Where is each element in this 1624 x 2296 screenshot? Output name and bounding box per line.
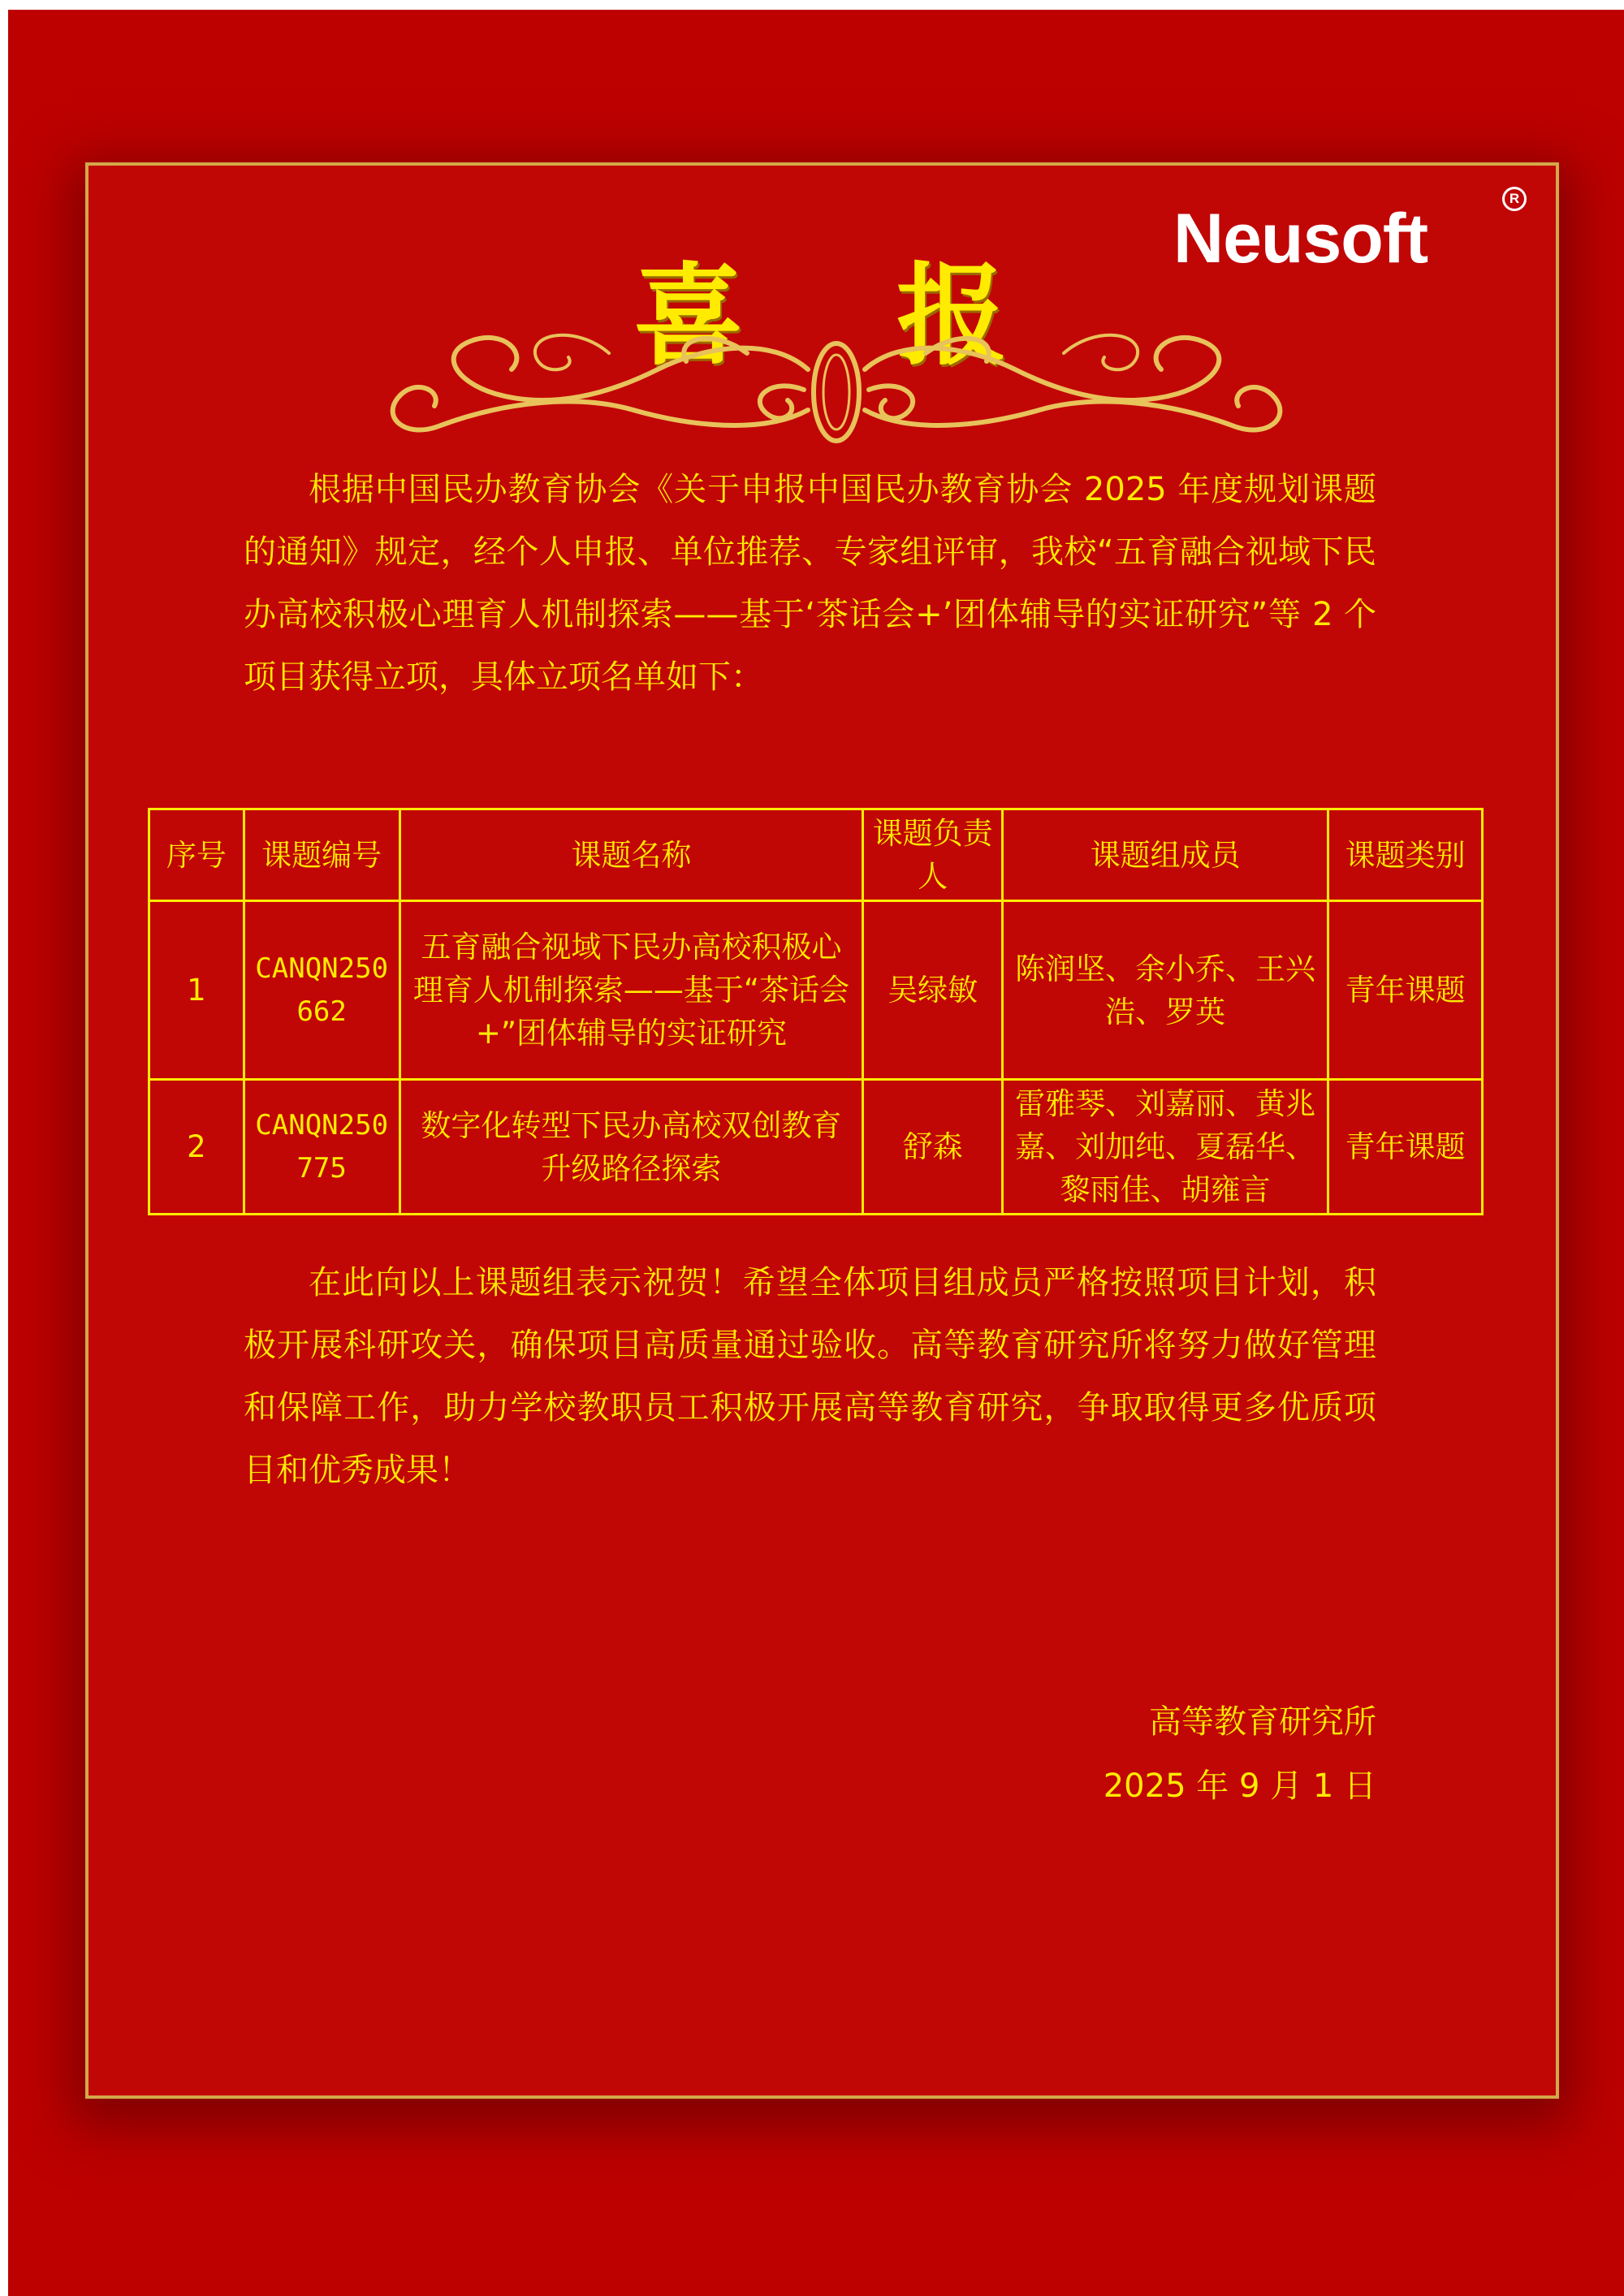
header-no: 序号 <box>149 809 244 901</box>
cell-no: 2 <box>149 1080 244 1215</box>
cell-members: 陈润坚、余小乔、王兴浩、罗英 <box>1003 901 1328 1080</box>
closing-paragraph: 在此向以上课题组表示祝贺！希望全体项目组成员严格按照项目计划，积极开展科研攻关，确保项目高质量通过验收。高等教育研究所将努力做好管理和保障工作，助力学校教职员工积极开展高等教育研究，争取取得更多优质项目和优秀成果！ <box>244 1264 1376 1489</box>
table-row <box>149 901 1483 1080</box>
header-name: 课题名称 <box>400 809 863 901</box>
cell-code: CANQN250662 <box>244 901 400 1080</box>
intro-paragraph: 根据中国民办教育协会《关于申报中国民办教育协会 2025 年度规划课题的通知》规定，经个人申报、单位推荐、专家组评审，我校“五育融合视域下民办高校积极心理育人机制探索——基于‘茶话会+’团体辅导的实证研究”等 2 个项目获得立项，具体立项名单如下： <box>244 471 1376 696</box>
title-char-bao: 报 <box>896 252 1007 381</box>
header-members: 课题组成员 <box>1003 809 1328 901</box>
cell-members: 雷雅琴、刘嘉丽、黄兆嘉、刘加纯、夏磊华、黎雨佳、胡雍言 <box>1003 1080 1328 1215</box>
header-leader: 课题负责人 <box>863 809 1003 901</box>
cell-category: 青年课题 <box>1328 1080 1483 1215</box>
cell-no: 1 <box>149 901 244 1080</box>
neusoft-logo: Neusoft <box>1173 200 1428 278</box>
cell-leader: 吴绿敏 <box>863 901 1003 1080</box>
header-category: 课题类别 <box>1328 809 1483 901</box>
signature-org: 高等教育研究所 <box>1149 1703 1376 1741</box>
cell-category: 青年课题 <box>1328 901 1483 1080</box>
cell-leader: 舒森 <box>863 1080 1003 1215</box>
project-table <box>148 808 1484 1215</box>
ornament-flourish-icon <box>365 321 1307 451</box>
table-header-row <box>149 809 1483 901</box>
header-code: 课题编号 <box>244 809 400 901</box>
table-row <box>149 1080 1483 1215</box>
cell-name: 数字化转型下民办高校双创教育升级路径探索 <box>400 1080 863 1215</box>
cell-code: CANQN250775 <box>244 1080 400 1215</box>
signature-date: 2025 年 9 月 1 日 <box>1103 1767 1376 1805</box>
cell-name: 五育融合视域下民办高校积极心理育人机制探索——基于“茶话会+”团体辅导的实证研究 <box>400 901 863 1080</box>
title-char-xi: 喜 <box>633 252 744 381</box>
registered-mark-icon: R <box>1502 187 1527 211</box>
